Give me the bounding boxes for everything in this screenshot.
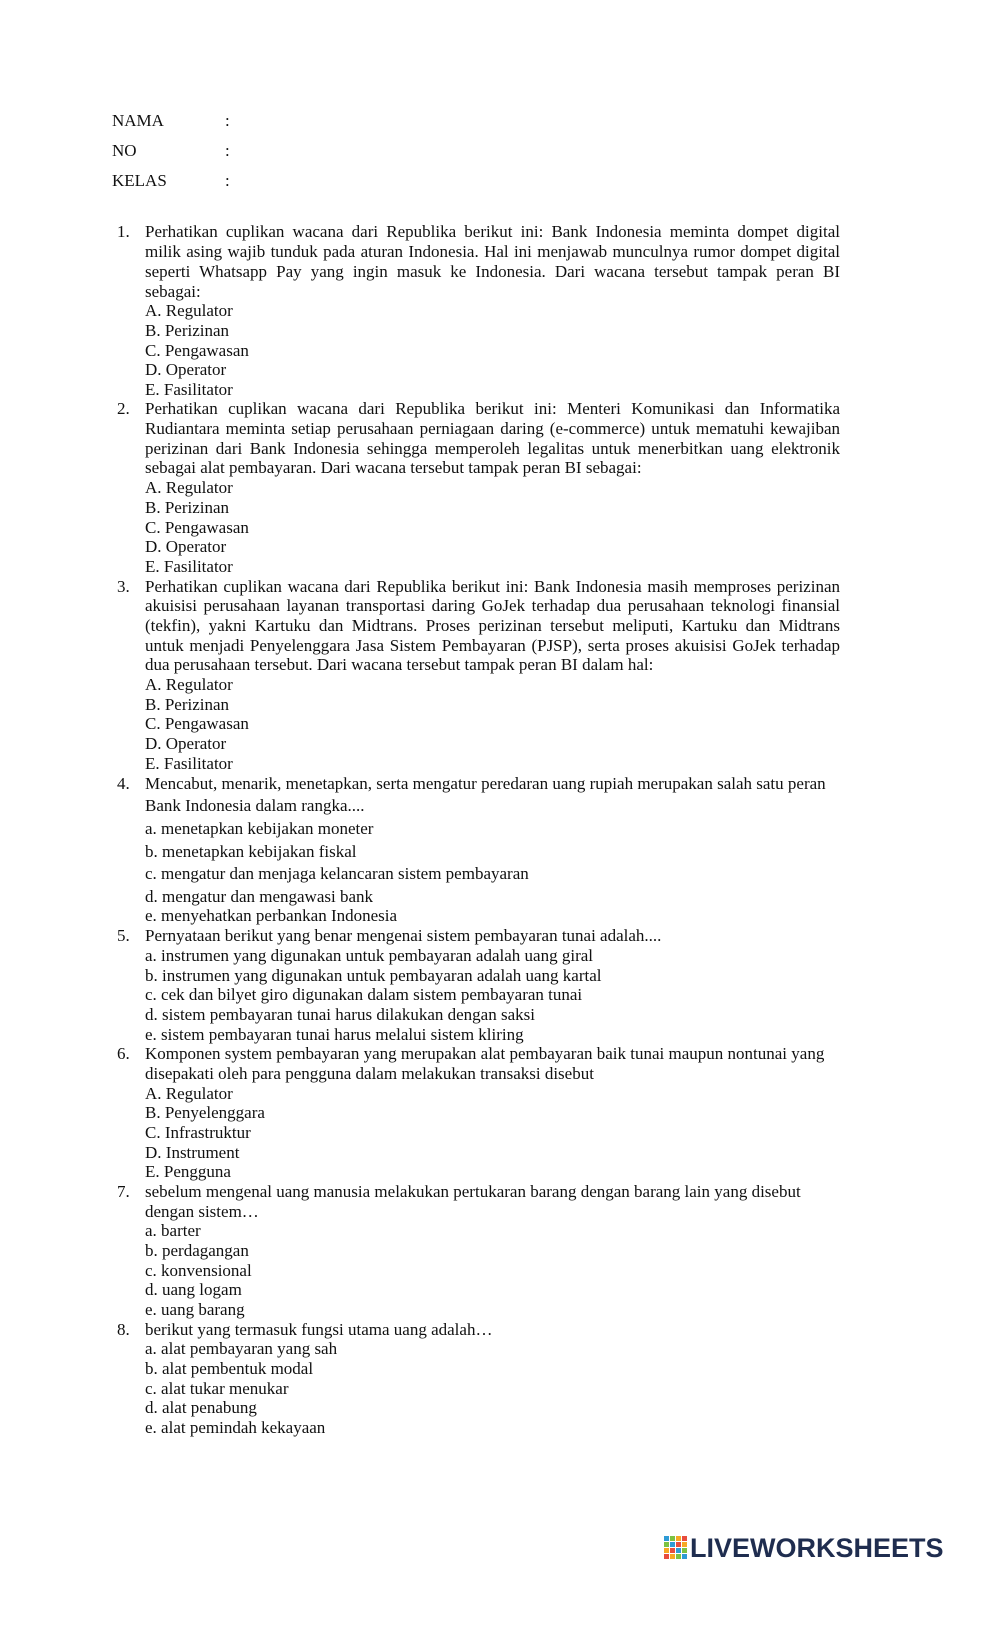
question-number: 5.	[117, 926, 130, 945]
question-text: dengan sistem…	[145, 1202, 259, 1221]
class-label: KELAS	[112, 171, 167, 190]
answer-option[interactable]: E. Fasilitator	[145, 754, 233, 773]
answer-option[interactable]: c. alat tukar menukar	[145, 1379, 289, 1398]
answer-option[interactable]: C. Pengawasan	[145, 341, 249, 360]
answer-option[interactable]: A. Regulator	[145, 1084, 233, 1103]
answer-option[interactable]: E. Fasilitator	[145, 380, 233, 399]
question-number: 2.	[117, 399, 130, 418]
answer-option[interactable]: D. Instrument	[145, 1143, 240, 1162]
question-text: sebelum mengenal uang manusia melakukan pertukaran barang dengan barang lain yang disebut	[145, 1182, 801, 1201]
answer-option[interactable]: a. barter	[145, 1221, 201, 1240]
liveworksheets-logo[interactable]	[664, 1533, 944, 1563]
question-text: Pernyataan berikut yang benar mengenai sistem pembayaran tunai adalah....	[145, 926, 662, 945]
answer-option[interactable]: E. Pengguna	[145, 1162, 231, 1181]
liveworksheets-grid-icon	[664, 1536, 688, 1560]
answer-option[interactable]: C. Pengawasan	[145, 714, 249, 733]
answer-option[interactable]: e. menyehatkan perbankan Indonesia	[145, 906, 398, 925]
answer-option[interactable]: C. Pengawasan	[145, 518, 249, 537]
question-number: 6.	[117, 1044, 130, 1063]
question-text: Perhatikan cuplikan wacana dari Republika berikut ini: Bank Indonesia meminta dompet digital	[145, 222, 840, 241]
answer-option[interactable]: d. alat penabung	[145, 1398, 257, 1417]
answer-option[interactable]: a. menetapkan kebijakan moneter	[145, 819, 374, 838]
answer-option[interactable]: d. mengatur dan mengawasi bank	[145, 887, 374, 906]
question-text: Bank Indonesia dalam rangka....	[145, 796, 365, 815]
class-colon: :	[225, 171, 230, 190]
answer-option[interactable]: B. Perizinan	[145, 695, 230, 714]
answer-option[interactable]: c. cek dan bilyet giro digunakan dalam sistem pembayaran tunai	[145, 985, 583, 1004]
question-text: Perhatikan cuplikan wacana dari Republika berikut ini: Menteri Komunikasi dan Informatika	[145, 399, 840, 418]
answer-option[interactable]: D. Operator	[145, 734, 227, 753]
answer-option[interactable]: B. Perizinan	[145, 321, 230, 340]
answer-option[interactable]: a. instrumen yang digunakan untuk pembayaran adalah uang giral	[145, 946, 593, 965]
answer-option[interactable]: e. uang barang	[145, 1300, 245, 1319]
question-text: untuk menjadi Penyelenggara Jasa Sistem Pembayaran (PJSP), serta proses akuisisi GoJek terhadap	[145, 636, 840, 655]
question-text: sebagai:	[145, 282, 201, 301]
answer-option[interactable]: d. sistem pembayaran tunai harus dilakukan dengan saksi	[145, 1005, 535, 1024]
question-text: berikut yang termasuk fungsi utama uang adalah…	[145, 1320, 493, 1339]
question-number: 8.	[117, 1320, 130, 1339]
answer-option[interactable]: D. Operator	[145, 360, 227, 379]
question-number: 1.	[117, 222, 130, 241]
number-label: NO	[112, 141, 137, 160]
name-label: NAMA	[112, 111, 164, 130]
question-text: Mencabut, menarik, menetapkan, serta mengatur peredaran uang rupiah merupakan salah satu peran	[145, 774, 826, 793]
answer-option[interactable]: d. uang logam	[145, 1280, 242, 1299]
question-text: Komponen system pembayaran yang merupakan alat pembayaran baik tunai maupun nontunai yang	[145, 1044, 825, 1063]
answer-option[interactable]: C. Infrastruktur	[145, 1123, 251, 1142]
answer-option[interactable]: A. Regulator	[145, 675, 233, 694]
question-text: dua perusahaan tersebut. Dari wacana tersebut tampak peran BI dalam hal:	[145, 655, 654, 674]
answer-option[interactable]: B. Perizinan	[145, 498, 230, 517]
answer-option[interactable]: E. Fasilitator	[145, 557, 233, 576]
answer-option[interactable]: D. Operator	[145, 537, 227, 556]
answer-option[interactable]: b. perdagangan	[145, 1241, 249, 1260]
question-text: Rudiantara meminta setiap perusahaan perniagaan daring (e-commerce) untuk mematuhi kewajiban	[145, 419, 840, 438]
answer-option[interactable]: A. Regulator	[145, 478, 233, 497]
answer-option[interactable]: e. sistem pembayaran tunai harus melalui sistem kliring	[145, 1025, 524, 1044]
question-text: disepakati oleh para pengguna dalam melakukan transaksi disebut	[145, 1064, 594, 1083]
question-text: (tekfin), yakni Kartuku dan Midtrans. Proses perizinan tersebut meliputi, Kartuku dan Midtrans	[145, 616, 840, 635]
answer-option[interactable]: a. alat pembayaran yang sah	[145, 1339, 338, 1358]
question-text: milik asing wajib tunduk pada aturan Indonesia. Hal ini menjawab munculnya rumor dompet digital	[145, 242, 840, 261]
question-number: 4.	[117, 774, 130, 793]
question-text: sebagai alat pembayaran. Dari wacana tersebut tampak peran BI sebagai:	[145, 458, 642, 477]
answer-option[interactable]: b. instrumen yang digunakan untuk pembayaran adalah uang kartal	[145, 966, 602, 985]
answer-option[interactable]: A. Regulator	[145, 301, 233, 320]
answer-option[interactable]: e. alat pemindah kekayaan	[145, 1418, 326, 1437]
answer-option[interactable]: b. menetapkan kebijakan fiskal	[145, 842, 357, 861]
question-number: 7.	[117, 1182, 130, 1201]
answer-option[interactable]: c. mengatur dan menjaga kelancaran sistem pembayaran	[145, 864, 529, 883]
name-colon: :	[225, 111, 230, 130]
liveworksheets-wordmark: LIVEWORKSHEETS	[690, 1533, 944, 1563]
number-colon: :	[225, 141, 230, 160]
question-number: 3.	[117, 577, 130, 596]
answer-option[interactable]: B. Penyelenggara	[145, 1103, 265, 1122]
question-text: Perhatikan cuplikan wacana dari Republika berikut ini: Bank Indonesia masih memproses perizinan	[145, 577, 840, 596]
answer-option[interactable]: c. konvensional	[145, 1261, 252, 1280]
question-text: akuisisi perusahaan layanan transportasi daring GoJek terhadap dua perusahaan teknologi finansial	[145, 596, 840, 615]
question-text: perizinan dari Bank Indonesia sehingga memperoleh legalitas untuk menerbitkan uang elektronik	[145, 439, 840, 458]
answer-option[interactable]: b. alat pembentuk modal	[145, 1359, 314, 1378]
question-text: seperti Whatsapp Pay yang ingin masuk ke Indonesia. Dari wacana tersebut tampak peran BI	[145, 262, 840, 281]
